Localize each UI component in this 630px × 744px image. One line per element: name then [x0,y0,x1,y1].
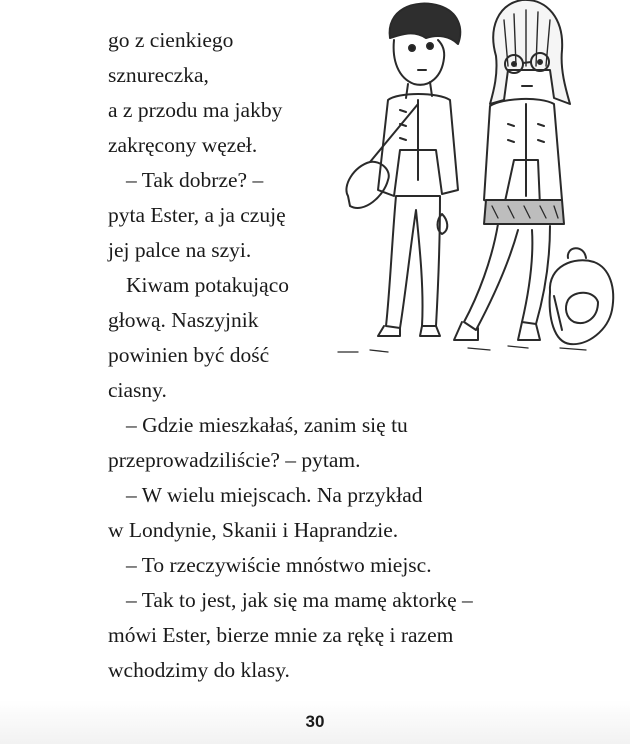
text-line: go z cienkiego [108,28,234,52]
text-line: – Tak dobrze? – [126,168,264,192]
text-line: – To rzeczywiście mnóstwo miejsc. [126,553,432,577]
text-line: powinien być dość [108,343,270,367]
text-line: wchodzimy do klasy. [108,658,290,682]
text-line: mówi Ester, bierze mnie za rękę i razem [108,623,454,647]
backpack-drawing [550,248,614,344]
text-line: – Gdzie mieszkałaś, zanim się tu [126,413,408,437]
text-line: a z przodu ma jakby [108,98,283,122]
text-line: Kiwam potakująco [126,273,289,297]
text-line: sznureczka, [108,63,209,87]
boy-figure [346,4,460,336]
girl-figure [454,0,570,340]
text-line: ciasny. [108,378,167,402]
text-line: głową. Naszyjnik [108,308,259,332]
children-illustration [318,0,630,372]
page-number: 30 [305,712,325,731]
text-line: w Londynie, Skanii i Haprandzie. [108,518,399,542]
text-line: pyta Ester, a ja czuję [108,203,286,227]
text-line: jej palce na szyi. [108,238,252,262]
text-line: przeprowadziliście? – pytam. [108,448,361,472]
text-line: zakręcony węzeł. [108,133,258,157]
text-line: – W wielu miejscach. Na przykład [126,483,423,507]
text-line: – Tak to jest, jak się ma mamę aktorkę – [126,588,473,612]
